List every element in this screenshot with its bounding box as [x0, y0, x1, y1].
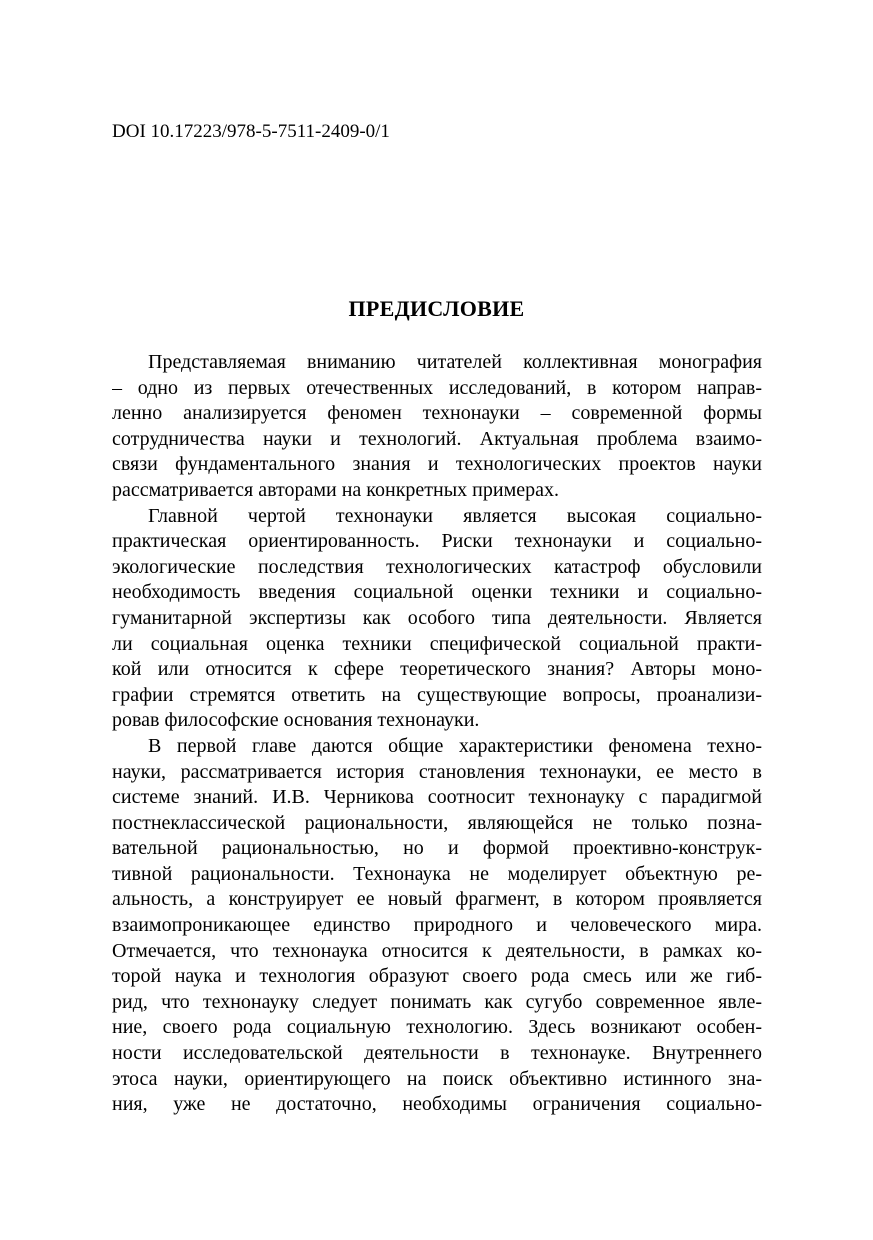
- page-title: ПРЕДИСЛОВИЕ: [348, 296, 525, 321]
- text-line: В первой главе даются общие характеристики феномена техно-: [148, 734, 762, 757]
- text-line: торой наука и технология образуют своего рода смесь или же гиб-: [112, 965, 762, 988]
- text-line: практическая ориентированность. Риски технонауки и социально-: [112, 530, 762, 553]
- paragraph: [112, 504, 762, 734]
- doi-identifier: DOI 10.17223/978-5-7511-2409-0/1: [112, 121, 390, 142]
- text-line: альность, а конструирует ее новый фрагмент, в котором проявляется: [112, 888, 762, 911]
- paragraph: [112, 350, 762, 504]
- text-line: этоса науки, ориентирующего на поиск объективно истинного зна-: [112, 1067, 762, 1090]
- text-line: тивной рациональности. Технонаука не моделирует объектную ре-: [112, 862, 762, 885]
- text-line: Представляемая вниманию читателей коллективная монография: [148, 351, 762, 373]
- text-line: ности исследовательской деятельности в технонауке. Внутреннего: [112, 1042, 762, 1065]
- text-line: гуманитарной экспертизы как особого типа деятельности. Является: [112, 606, 762, 629]
- text-line: науки, рассматривается история становления технонауки, ее место в: [112, 760, 762, 783]
- text-line: ния, уже не достаточно, необходимы ограничения социально-: [112, 1093, 762, 1116]
- text-line: Главной чертой технонауки является высокая социально-: [148, 504, 762, 527]
- text-line: связи фундаментального знания и технологических проектов науки: [112, 453, 762, 476]
- text-line: постнеклассической рациональности, являющейся не только позна-: [112, 811, 762, 834]
- text-line: необходимость введения социальной оценки техники и социально-: [112, 581, 762, 604]
- text-line: ние, своего рода социальную технологию. Здесь возникают особен-: [112, 1016, 762, 1039]
- text-line: сотрудничества науки и технологий. Актуальная проблема взаимо-: [112, 427, 762, 450]
- text-line: ленно анализируется феномен технонауки – современной формы: [112, 402, 762, 425]
- body-text: [112, 350, 762, 1118]
- text-line: ровав философские основания технонауки.: [112, 709, 480, 732]
- paragraph: [112, 734, 762, 1118]
- text-line: рассматривается авторами на конкретных примерах.: [112, 478, 560, 501]
- text-line: ли социальная оценка техники специфической социальной практи-: [112, 632, 762, 655]
- text-line: экологические последствия технологических катастроф обусловили: [112, 555, 762, 578]
- text-line: – одно из первых отечественных исследований, в котором направ-: [112, 376, 762, 399]
- text-line: графии стремятся ответить на существующие вопросы, проанализи-: [112, 683, 762, 706]
- text-line: системе знаний. И.В. Черникова соотносит технонауку с парадигмой: [112, 786, 762, 809]
- text-line: Отмечается, что технонаука относится к деятельности, в рамках ко-: [112, 939, 762, 962]
- text-line: кой или относится к сфере теоретического знания? Авторы моно-: [112, 658, 762, 681]
- text-line: взаимопроникающее единство природного и человеческого мира.: [112, 914, 762, 937]
- text-line: вательной рациональностью, но и формой проективно-конструк-: [112, 837, 762, 860]
- text-line: рид, что технонауку следует понимать как сугубо современное явле-: [112, 990, 762, 1013]
